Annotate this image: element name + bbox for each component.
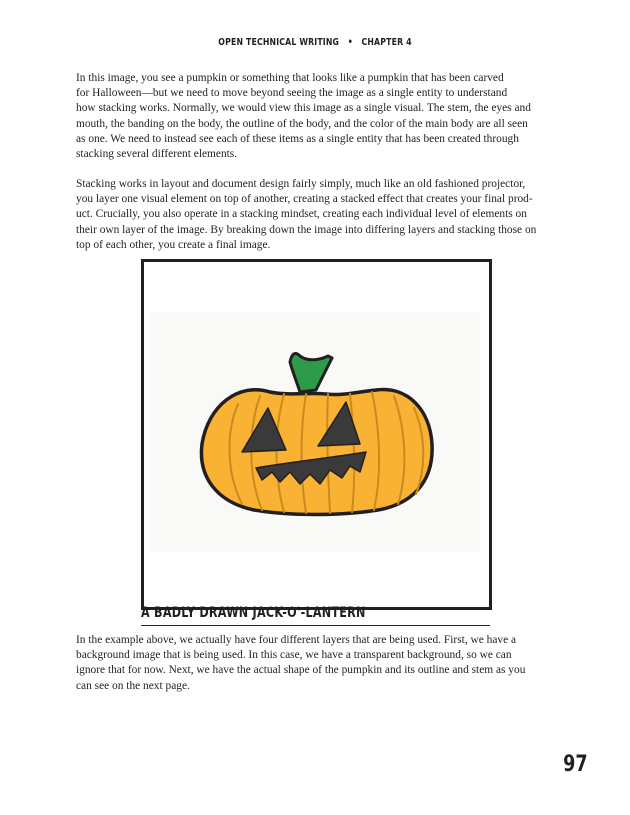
- paragraph-line: how stacking works. Normally, we would view this image as a single visual. The stem, the eyes and: [76, 102, 531, 115]
- paragraph-line: as one. We need to instead see each of these items as a single entity that has been created through: [76, 132, 519, 145]
- paragraph-line: stacking several different elements.: [76, 148, 238, 161]
- paragraph-2: [76, 177, 556, 253]
- paragraph-line: you layer one visual element on top of another, creating a stacked effect that creates your final prod-: [76, 193, 533, 206]
- figure-frame: [141, 259, 492, 610]
- paragraph-line: can see on the next page.: [76, 679, 190, 692]
- paragraph-line: uct. Crucially, you also operate in a stacking mindset, creating each individual level of elements on: [76, 208, 527, 221]
- paragraph-line: In the example above, we actually have four different layers that are being used. First, we have a: [76, 634, 517, 646]
- header-chapter: CHAPTER 4: [361, 37, 412, 48]
- figure-background: [150, 312, 480, 552]
- paragraph-line: Stacking works in layout and document design fairly simply, much like an old fashioned projector,: [76, 178, 526, 190]
- jack-o-lantern-illustration: [150, 312, 480, 552]
- paragraph-3: [76, 633, 556, 694]
- paragraph-line: for Halloween—but we need to move beyond seeing the image as a single entity to understand: [76, 87, 508, 100]
- paragraph-line: In this image, you see a pumpkin or something that looks like a pumpkin that has been carved: [76, 72, 504, 84]
- paragraph-line: their own layer of the image. By breaking down the image into differing layers and stacking those on: [76, 223, 537, 236]
- paragraph-line: background image that is being used. In this case, we have a transparent background, so we can: [76, 649, 512, 662]
- paragraph-line: top of each other, you create a final image.: [76, 238, 271, 251]
- header-book-title: OPEN TECHNICAL WRITING: [218, 37, 340, 48]
- paragraph-line: ignore that for now. Next, we have the actual shape of the pumpkin and its outline and stem as you: [76, 664, 526, 677]
- paragraph-1: [76, 71, 556, 162]
- paragraph-line: mouth, the banding on the body, the outline of the body, and the color of the main body are all seen: [76, 117, 528, 130]
- page-number: 97: [563, 752, 588, 777]
- caption-rule: [141, 625, 490, 626]
- pumpkin-stem: [290, 354, 332, 392]
- running-header: [69, 37, 560, 48]
- header-separator: •: [347, 37, 353, 48]
- figure-caption: A BADLY DRAWN JACK-O'-LANTERN: [141, 605, 366, 621]
